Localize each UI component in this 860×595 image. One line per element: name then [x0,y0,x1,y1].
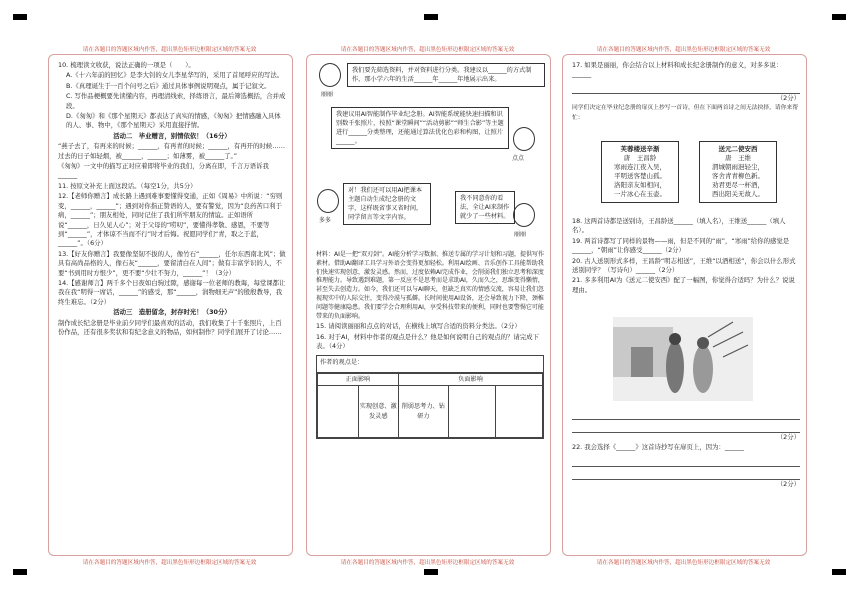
warning-text: 请在各题目的答题区域内作答，超出黑色矩形边框限定区域的答案无效 [596,560,771,566]
registration-mark [13,14,27,20]
q22-score: （2分） [776,479,800,488]
table-cell: 实现创意、激发灵感 [358,386,399,438]
q11-instruction: 11. 按原文补充上面这段话。（每空1分，共5分） [58,181,197,190]
poem-line: 寒雨连江夜入吴， [614,163,666,171]
avatar-name: 丽丽 [321,91,334,98]
q17-text: 17. 如果是丽丽，你会结合以上材料和成长纪念册制作的意义，对多多说：______ [572,61,783,79]
poem-line: 客舍青青柳色新。 [712,172,764,180]
avatar-name: 多多 [319,217,332,224]
avatar-name: 点点 [512,155,525,162]
answer-lines[interactable] [572,407,800,433]
poem-line: 西出阳关无故人。 [712,190,764,198]
q21-score: （2分） [776,433,800,441]
answer-lines[interactable] [572,81,800,94]
poem-line: 渭城朝雨浥轻尘， [712,163,764,171]
section-title: 活动三 造册留念，封存时光！（30分） [113,308,231,317]
q20-text: 20. 古人送别形式多样，王昌龄“明志相送”，王维“以酒相送”，你会以什么形式送别同学？（写诗句）______（2分） [572,256,796,275]
avatar-lili [513,203,535,227]
poem-title: 芙蓉楼送辛渐 [620,145,660,153]
q10-option-c: C. 写作品梗概要先读懂内容，再理清线索，择练语言，最后筛选概括，合并成段。 [66,92,286,110]
warning-text: 请在各题目的答题区域内作答，超出黑色矩形边框限定区域的答案无效 [340,560,515,566]
q10-stem: 10. 梳理读文收获，说法正确的一项是（ ）。 [58,61,195,69]
avatar-diandian [513,127,535,151]
q10-option-a: A.《十六年前的回忆》是李大钊的女儿李星华写的，采用了首尾呼应的写法。 [66,71,284,80]
avatar-duoduo [317,189,339,213]
table-header: 负面影响 [399,373,543,385]
registration-mark [424,569,438,575]
registration-mark [424,14,438,20]
warning-text: 请在各题目的答题区域内作答，超出黑色矩形边框限定区域的答案无效 [82,560,257,566]
table-cell[interactable] [495,386,542,438]
q13-text: 13.【好友你赠言】我要像坚韧不拔的人，像竹石“______，任尔东西南北风”；做具有高尚品格的人，像石灰“______，要留清白在人间”；做有丰富学识的人，不要“书到用时方恨少”，更不要“少壮不努力，______”！（3分） [58,249,286,277]
q14-text: 14.【感谢师言】两千多个日夜如白驹过隙，感谢每一位老师的教诲，每堂课都让我在我“明得一席话，______”的感受，那“______，润物细无声”的殷殷教导，我终生难忘。（2分） [58,278,286,306]
table-cell: 削弱思考力、钻研力 [399,386,449,438]
speech-bubble: 对！我们还可以用AI把课本主题自动生成纪念册的文字，这样既省事又省时间，同学留言等文字内容。 [343,183,431,225]
speech-bubble: 我们要先筛选资料，并对资料进行分类。我建议以______的方式制作，那小学六年的生活______年______年地展示出来。 [347,63,545,87]
q11-passage: “燕子去了，有再来的时候；______，有再青的时候；______，有再开的时候……过去的日子如轻烟，被______，______；如薄雾，被______了。” [58,142,285,160]
activity-intro: 制作成长纪念册是毕业前夕同学们最喜欢的活动，我们收集了十千张照片，上百份作品，还有很多奖状和有纪念意义的物品，如何制作？同学们展开了讨论…… [58,318,282,336]
poem-card-2 [699,141,777,203]
table-cell[interactable] [448,386,495,438]
answer-panel-2 [306,54,551,556]
registration-mark [832,569,846,575]
section-title: 活动二 毕业赠言，别情依依！（16分） [113,131,231,140]
registration-mark [832,14,846,20]
q10-option-b: B.《真理诞生于一百个问号之后》通过具体事例说明观点，属于记叙文。 [66,81,271,90]
q17-note: 同学们决定在毕业纪念册的扉页上抄写一首诗，但在下面两首诗之间无法抉择，请你来帮忙： [572,105,799,121]
warning-text: 请在各题目的答题区域内作答，超出黑色矩形边框限定区域的答案无效 [340,47,515,53]
speech-bubble: 我建议用AI智能制作毕业纪念册。AI智能系统能快速扫描和识别数千张照片，按照“课堂瞬间”“活动剪影”“师生合影”等主题进行______分类整理，还能通过算法优化色彩和构图，让照片______。 [331,107,509,149]
q10-option-d: D.《匆匆》和《那个星期天》都表达了真实的情感，《匆匆》把情感融入具体的人、事、物中，《那个星期天》采用直接抒情。 [66,112,281,130]
poem-author: 唐 王维 [725,154,751,162]
poem-line: 平明送客楚山孤。 [614,172,666,180]
avatar-name: 丽丽 [514,231,527,238]
q11-passage-2: 《匆匆》一文中的描写正对应着即将毕业的我们，分离在即，千言万语诉我______ [58,162,269,180]
poem-line: 洛阳亲友如相问， [614,181,666,189]
poem-card-1 [601,141,679,203]
poem-line: 劝君更尽一杯酒， [712,181,764,189]
q21-text: 21. 多多利用AI为《送元二使安西》配了一幅图，你觉得合适吗？为什么？说说理由。 [572,276,795,294]
warning-text: 请在各题目的答题区域内作答，超出黑色矩形边框限定区域的答案无效 [82,47,257,53]
poem-line: 一片冰心在玉壶。 [614,190,666,198]
poem-title: 送元二使安西 [718,145,758,153]
q16-text: 16. 对于AI，材料中作者的观点是什么？他是如何说明自己的观点的？请完成下表。（4分） [316,332,539,351]
table-title: 作者的观点是： [317,356,543,373]
warning-text: 请在各题目的答题区域内作答，超出黑色矩形边框限定区域的答案无效 [596,47,771,53]
illustration-farewell [613,317,753,401]
table-cell[interactable] [318,386,359,438]
q22-text: 22. 我会选择《______》这首诗抄写在扉页上，因为：______ [572,443,744,452]
q19-text: 19. 两首诗都写了同样的景物——雨，但是不同的“雨”，“寒雨”给你的感觉是______，“朝雨”让你感受______（2分） [572,236,790,255]
answer-panel-1 [48,54,293,556]
q12-text: 12.【老师你赠言】成长路上遇到难事要懂得变通，正如《周易》中所说：“穷则变，______，______”；遇到对你指正赞语的人，要有警觉，因为“良药苦口利于病，______”；朋友相处，同时记住了我们所牢朋友的情谊。正如语所说“______，日久见人心”；对于父母的“唠叨”，要懂得孝敬、感恩，不要等到“______”，才体谅不当而不行”时才后悔。祝愿同学们“青，取之于蓝，______”。（6分） [58,192,283,248]
opinion-table [316,355,544,439]
answer-panel-3 [562,54,807,556]
poem-author: 唐 王昌龄 [623,154,657,162]
q17-score: （2分） [776,93,800,102]
table-header: 正面影响 [318,373,399,385]
material-text: 材料：AI是一把“双刃剑”。AI能分析学习数据、推送专属的学习计划和习题，提供写作素材。借助AI翻译工具学习外语会变得更加轻松。利用AI绘画、音乐创作工具能帮助我们快速实现创意，激发灵感。然而，过度依赖AI完成作业，会削弱我们独立思考和深度推理能力。导致遇到难题，第一反应不是思考而是求助AI，久而久之，思维变得懒惰，甚至失去创造力。如今，我们还可以与AI聊天，但缺乏真实的情感交流，容易让我们忽视现实中的人际交往，变得冷漠与孤僻。长时间使用AI设备，还会导致视力下降，颈椎问题等健康隐患。我们要学会合理利用AI，享受科技带来的便利，同时也要警惕它可能带来的负面影响。 [316,251,544,320]
q18-text: 18. 这两首诗都是送别诗，王昌龄送______（填人名），王维送______（填人名）。 [572,217,786,235]
speech-bubble: 我不同意你的看法，全让AI来制作就少了一些材料。 [455,191,515,224]
answer-lines[interactable] [572,454,800,480]
avatar-lili [319,63,341,87]
registration-mark [13,569,27,575]
q15-text: 15. 请阅读丽丽和点点的对话，在横线上填写合适的资料分类法。（2分） [316,322,521,331]
